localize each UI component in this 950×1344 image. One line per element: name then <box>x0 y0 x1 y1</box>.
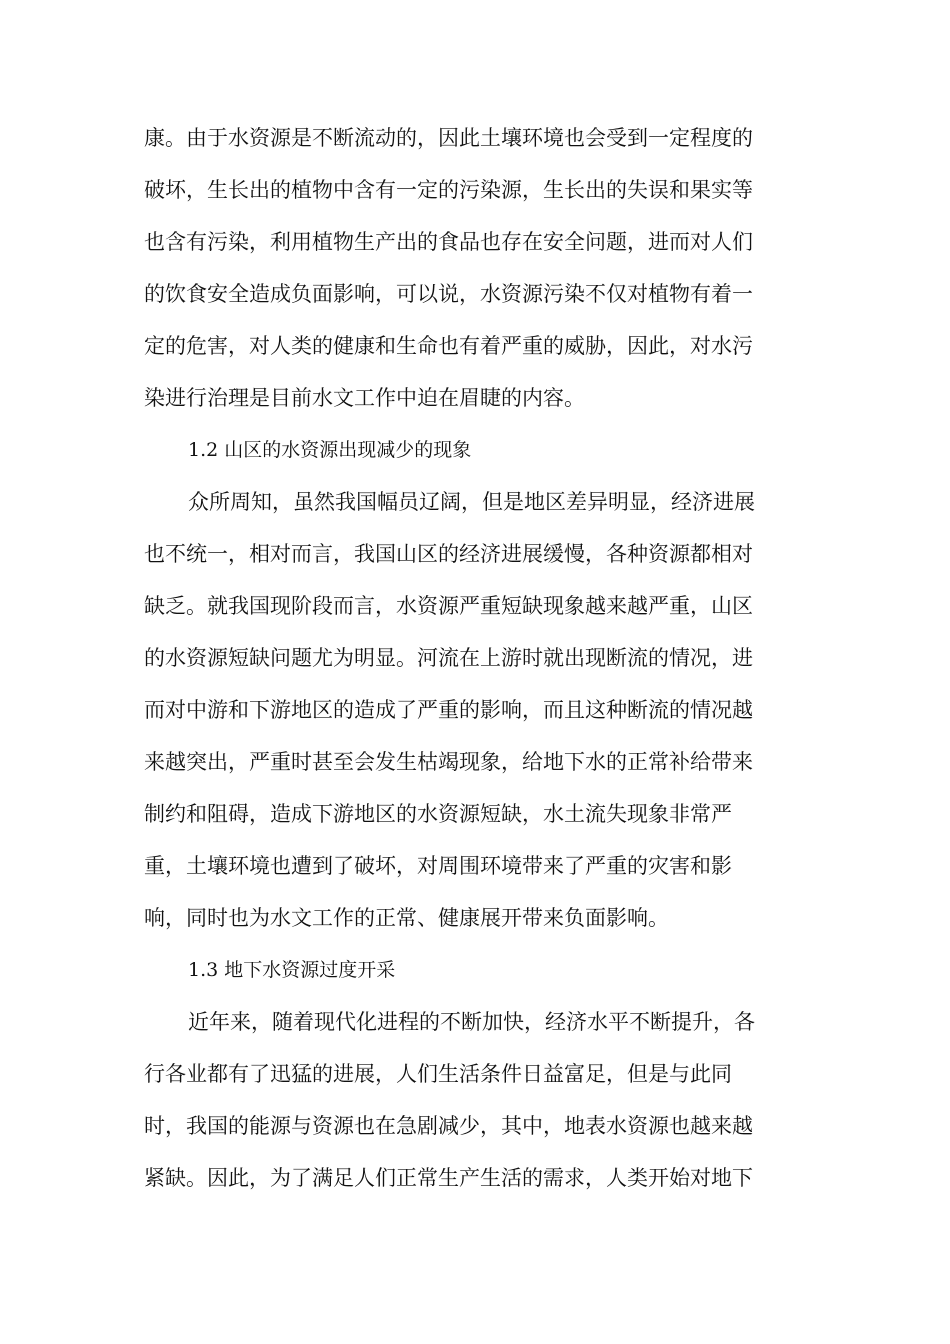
text-line-21: 紧缺。因此，为了满足人们正常生产生活的需求，人类开始对地下 <box>144 1166 753 1190</box>
text-line-12: 而对中游和下游地区的造成了严重的影响，而且这种断流的情况越 <box>144 698 753 722</box>
text-line-20: 时，我国的能源与资源也在急剧减少，其中，地表水资源也越来越 <box>144 1114 753 1138</box>
text-line-1: 康。由于水资源是不断流动的，因此土壤环境也会受到一定程度的 <box>144 126 753 150</box>
text-line-14: 制约和阻碍，造成下游地区的水资源短缺，水土流失现象非常严 <box>144 802 732 826</box>
text-line-3: 也含有污染，利用植物生产出的食品也存在安全问题，进而对人们 <box>144 230 753 254</box>
text-line-15: 重，土壤环境也遭到了破坏，对周围环境带来了严重的灾害和影 <box>144 854 732 878</box>
text-line-19: 行各业都有了迅猛的进展，人们生活条件日益富足，但是与此同 <box>144 1062 732 1086</box>
text-line-2: 破坏，生长出的植物中含有一定的污染源，生长出的失误和果实等 <box>144 178 753 202</box>
section-heading-1-2: 1.2 山区的水资源出现减少的现象 <box>188 439 472 461</box>
text-line-5: 定的危害，对人类的健康和生命也有着严重的威胁，因此，对水污 <box>144 334 753 358</box>
text-line-10: 缺乏。就我国现阶段而言，水资源严重短缺现象越来越严重，山区 <box>144 594 753 618</box>
document-body <box>144 112 794 1204</box>
text-line-11: 的水资源短缺问题尤为明显。河流在上游时就出现断流的情况，进 <box>144 646 753 670</box>
section-heading-1-3: 1.3 地下水资源过度开采 <box>188 959 396 981</box>
text-line-18: 近年来，随着现代化进程的不断加快，经济水平不断提升，各 <box>188 1010 755 1034</box>
text-line-13: 来越突出，严重时甚至会发生枯竭现象，给地下水的正常补给带来 <box>144 750 753 774</box>
text-line-4: 的饮食安全造成负面影响，可以说，水资源污染不仅对植物有着一 <box>144 282 753 306</box>
text-line-16: 响，同时也为水文工作的正常、健康展开带来负面影响。 <box>144 906 669 930</box>
text-line-8: 众所周知，虽然我国幅员辽阔，但是地区差异明显，经济进展 <box>188 490 755 514</box>
text-line-9: 也不统一，相对而言，我国山区的经济进展缓慢，各种资源都相对 <box>144 542 753 566</box>
text-line-6: 染进行治理是目前水文工作中迫在眉睫的内容。 <box>144 386 585 410</box>
